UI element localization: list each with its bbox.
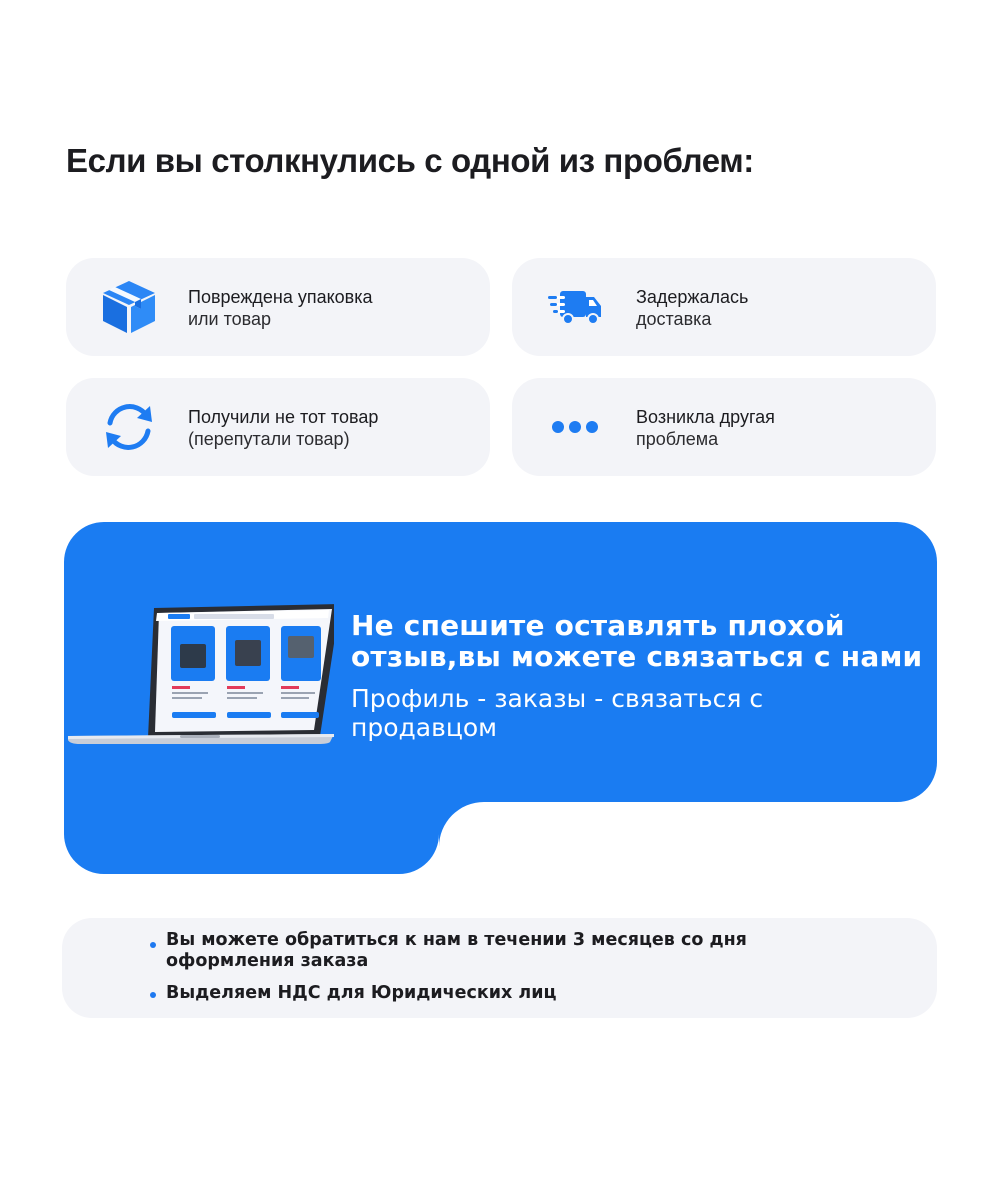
box-icon [100, 280, 158, 334]
note-item: Выделяем НДС для Юридических лиц [166, 983, 866, 1004]
delivery-truck-icon [546, 280, 604, 334]
card-title: Задержалась [636, 287, 749, 307]
card-title: Повреждена упаковка [188, 287, 373, 307]
problem-card-other[interactable] [512, 378, 936, 476]
card-subtitle: (перепутали товар) [188, 429, 350, 449]
banner-path-line2: продавцом [351, 713, 498, 742]
note-item: Вы можете обратиться к нам в течении 3 месяцев со дня оформления заказа [166, 930, 866, 972]
refresh-arrows-icon [100, 400, 158, 454]
banner-path-line1: Профиль - заказы - связаться с [351, 684, 764, 713]
card-subtitle: доставка [636, 309, 712, 329]
problem-card-wrong-item[interactable] [66, 378, 490, 476]
problem-card-delivery[interactable] [512, 258, 936, 356]
laptop-illustration [68, 604, 334, 744]
bullet-icon [150, 942, 156, 948]
contact-banner [64, 522, 937, 874]
card-title: Возникла другая [636, 407, 775, 427]
banner-headline-line2: отзыв,вы можете связаться с нами [351, 640, 923, 673]
page-title: Если вы столкнулись с одной из проблем: [66, 142, 754, 179]
card-subtitle: или товар [188, 309, 272, 329]
info-notes [62, 918, 937, 1018]
card-title: Получили не тот товар [188, 407, 379, 427]
problem-card-damaged[interactable] [66, 258, 490, 356]
more-dots-icon [546, 400, 604, 454]
bullet-icon [150, 992, 156, 998]
banner-headline-line1: Не спешите оставлять плохой [351, 609, 845, 642]
card-subtitle: проблема [636, 429, 719, 449]
